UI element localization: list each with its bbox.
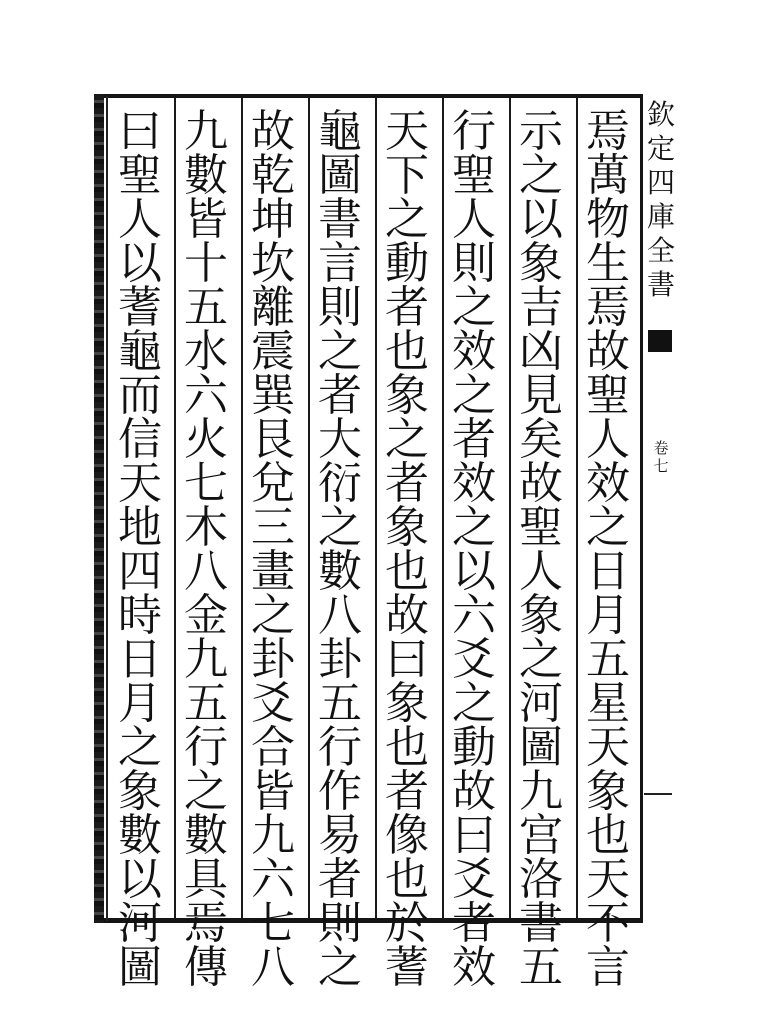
character: 之 <box>519 150 563 201</box>
character: 也 <box>385 546 429 597</box>
character: 者 <box>318 370 362 421</box>
character: 卦 <box>251 634 295 685</box>
character: 蓍 <box>118 282 162 333</box>
character: 象 <box>586 766 630 817</box>
character: 曰 <box>385 634 429 685</box>
header-character: 欽 <box>646 98 675 131</box>
character: 作 <box>318 766 362 817</box>
frame-left-border <box>94 94 104 923</box>
character: 六 <box>251 854 295 905</box>
character: 聖 <box>452 150 496 201</box>
character: 人 <box>519 546 563 597</box>
character: 生 <box>586 238 630 289</box>
character: 象 <box>385 678 429 729</box>
character: 吉 <box>519 282 563 333</box>
frame-left-inner-line <box>106 96 108 921</box>
header-character: 定 <box>646 132 675 165</box>
character: 之 <box>184 766 228 817</box>
text-column-4 <box>377 106 437 993</box>
character: 時 <box>118 590 162 641</box>
character: 也 <box>385 854 429 905</box>
character: 坤 <box>251 194 295 245</box>
character: 以 <box>118 854 162 905</box>
character: 效 <box>452 326 496 377</box>
character: 象 <box>118 766 162 817</box>
character: 八 <box>251 942 295 993</box>
character: 下 <box>385 150 429 201</box>
character: 之 <box>452 678 496 729</box>
character: 數 <box>318 546 362 597</box>
character: 皆 <box>184 194 228 245</box>
header-character: 全 <box>646 234 675 267</box>
character: 日 <box>586 546 630 597</box>
character: 以 <box>519 194 563 245</box>
character: 者 <box>385 766 429 817</box>
character: 行 <box>184 722 228 773</box>
character: 聖 <box>519 502 563 553</box>
character: 者 <box>452 414 496 465</box>
character: 曰 <box>118 106 162 157</box>
character: 行 <box>452 106 496 157</box>
character: 爻 <box>251 678 295 729</box>
character: 天 <box>385 106 429 157</box>
character: 月 <box>118 678 162 729</box>
character: 以 <box>452 546 496 597</box>
character: 之 <box>452 370 496 421</box>
character: 五 <box>184 282 228 333</box>
character: 艮 <box>251 414 295 465</box>
character: 之 <box>318 942 362 993</box>
character: 離 <box>251 282 295 333</box>
margin-rule <box>644 793 672 795</box>
character: 金 <box>184 590 228 641</box>
character: 天 <box>586 722 630 773</box>
character: 之 <box>519 634 563 685</box>
character: 之 <box>318 326 362 377</box>
character: 爻 <box>452 854 496 905</box>
character: 水 <box>184 326 228 377</box>
character: 七 <box>251 898 295 949</box>
character: 天 <box>586 854 630 905</box>
character: 效 <box>452 942 496 993</box>
character: 乾 <box>251 150 295 201</box>
character: 洛 <box>519 854 563 905</box>
character: 焉 <box>586 106 630 157</box>
character: 動 <box>452 722 496 773</box>
character: 天 <box>118 458 162 509</box>
fish-tail-mark <box>648 330 672 352</box>
character: 書 <box>519 898 563 949</box>
character: 圖 <box>519 722 563 773</box>
character: 故 <box>586 326 630 377</box>
character: 八 <box>318 590 362 641</box>
character: 數 <box>184 810 228 861</box>
character: 故 <box>452 766 496 817</box>
character: 數 <box>118 810 162 861</box>
character: 星 <box>586 678 630 729</box>
character: 者 <box>385 282 429 333</box>
character: 人 <box>452 194 496 245</box>
character: 以 <box>118 238 162 289</box>
character: 畫 <box>251 546 295 597</box>
character: 不 <box>586 898 630 949</box>
character: 矣 <box>519 414 563 465</box>
character: 坎 <box>251 238 295 289</box>
character: 故 <box>519 458 563 509</box>
volume-character: 七 <box>653 457 669 475</box>
text-column-3 <box>444 106 504 993</box>
character: 六 <box>452 590 496 641</box>
character: 也 <box>385 326 429 377</box>
character: 而 <box>118 370 162 421</box>
character: 大 <box>318 414 362 465</box>
character: 則 <box>318 282 362 333</box>
character: 火 <box>184 414 228 465</box>
character: 龜 <box>318 106 362 157</box>
character: 於 <box>385 898 429 949</box>
character: 象 <box>385 502 429 553</box>
character: 五 <box>586 634 630 685</box>
character: 聖 <box>586 370 630 421</box>
character: 八 <box>184 546 228 597</box>
character: 龜 <box>118 326 162 377</box>
header-character: 書 <box>646 268 675 301</box>
character: 木 <box>184 502 228 553</box>
character: 象 <box>385 370 429 421</box>
character: 衍 <box>318 458 362 509</box>
text-column-8 <box>110 106 170 993</box>
character: 卦 <box>318 634 362 685</box>
character: 河 <box>519 678 563 729</box>
text-column-5 <box>310 106 370 993</box>
character: 象 <box>519 590 563 641</box>
frame-right-border <box>640 94 643 923</box>
character: 書 <box>318 194 362 245</box>
character: 爻 <box>452 634 496 685</box>
text-column-2 <box>511 106 571 993</box>
character: 蓍 <box>385 942 429 993</box>
character: 數 <box>184 150 228 201</box>
character: 效 <box>586 458 630 509</box>
character: 之 <box>118 722 162 773</box>
volume-character: 卷 <box>653 439 669 457</box>
character: 兌 <box>251 458 295 509</box>
character: 易 <box>318 810 362 861</box>
character: 九 <box>519 766 563 817</box>
character: 萬 <box>586 150 630 201</box>
character: 五 <box>184 678 228 729</box>
character: 象 <box>519 238 563 289</box>
volume-label <box>650 440 672 474</box>
text-column-7 <box>176 106 236 993</box>
character: 九 <box>184 106 228 157</box>
character: 具 <box>184 854 228 905</box>
text-column-6 <box>243 106 303 993</box>
character: 故 <box>385 590 429 641</box>
character: 則 <box>318 898 362 949</box>
character: 日 <box>118 634 162 685</box>
header-character: 四 <box>646 166 675 199</box>
character: 見 <box>519 370 563 421</box>
character: 者 <box>318 854 362 905</box>
character: 聖 <box>118 150 162 201</box>
character: 凶 <box>519 326 563 377</box>
character: 九 <box>184 634 228 685</box>
character: 者 <box>452 898 496 949</box>
character: 信 <box>118 414 162 465</box>
character: 之 <box>251 590 295 641</box>
character: 像 <box>385 810 429 861</box>
character: 之 <box>318 502 362 553</box>
text-column-1 <box>578 106 638 993</box>
character: 十 <box>184 238 228 289</box>
character: 行 <box>318 722 362 773</box>
character: 之 <box>452 502 496 553</box>
character: 圖 <box>118 942 162 993</box>
character: 三 <box>251 502 295 553</box>
character: 也 <box>586 810 630 861</box>
character: 焉 <box>184 898 228 949</box>
character: 傳 <box>184 942 228 993</box>
character: 河 <box>118 898 162 949</box>
character: 七 <box>184 458 228 509</box>
character: 合 <box>251 722 295 773</box>
character: 巽 <box>251 370 295 421</box>
character: 故 <box>251 106 295 157</box>
character: 言 <box>318 238 362 289</box>
character: 皆 <box>251 766 295 817</box>
character: 者 <box>385 458 429 509</box>
character: 也 <box>385 722 429 773</box>
character: 言 <box>586 942 630 993</box>
character: 五 <box>318 678 362 729</box>
character: 曰 <box>452 810 496 861</box>
character: 物 <box>586 194 630 245</box>
character: 效 <box>452 458 496 509</box>
book-title-header <box>646 100 676 310</box>
character: 之 <box>385 414 429 465</box>
character: 之 <box>452 282 496 333</box>
frame-top-border <box>94 94 642 98</box>
character: 示 <box>519 106 563 157</box>
character: 之 <box>385 194 429 245</box>
character: 五 <box>519 942 563 993</box>
character: 圖 <box>318 150 362 201</box>
character: 九 <box>251 810 295 861</box>
character: 四 <box>118 546 162 597</box>
character: 人 <box>586 414 630 465</box>
character: 震 <box>251 326 295 377</box>
character: 則 <box>452 238 496 289</box>
character: 月 <box>586 590 630 641</box>
character: 焉 <box>586 282 630 333</box>
character: 動 <box>385 238 429 289</box>
character: 之 <box>586 502 630 553</box>
header-character: 庫 <box>646 200 675 233</box>
character: 六 <box>184 370 228 421</box>
character: 宫 <box>519 810 563 861</box>
character: 地 <box>118 502 162 553</box>
character: 人 <box>118 194 162 245</box>
